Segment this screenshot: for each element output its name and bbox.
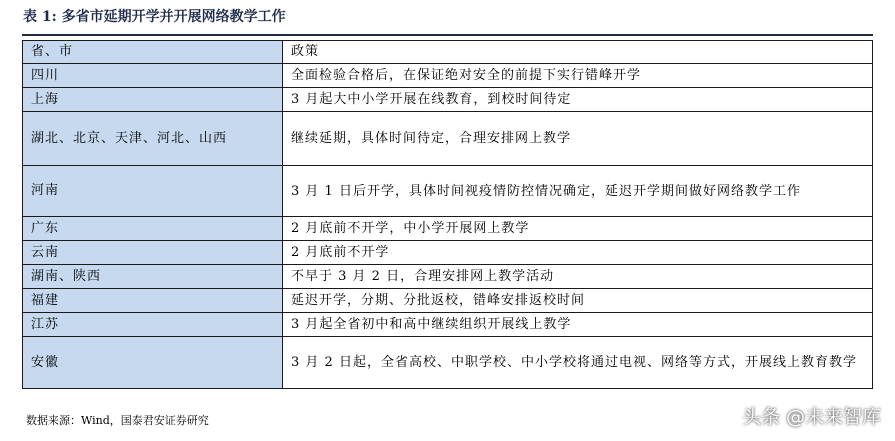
row-province: 湖北、北京、天津、河北、山西 xyxy=(23,112,283,166)
header-policy: 政策 xyxy=(283,41,873,64)
row-province: 福建 xyxy=(23,289,283,313)
row-policy: 全面检验合格后，在保证绝对安全的前提下实行错峰开学 xyxy=(283,64,873,88)
row-policy: 2 月底前不开学，中小学开展网上教学 xyxy=(283,217,873,241)
row-policy: 3 月起全省初中和高中继续组织开展线上教学 xyxy=(283,313,873,337)
table-title: 表 1: 多省市延期开学并开展网络教学工作 xyxy=(23,9,286,25)
policy-table xyxy=(22,40,873,389)
row-policy: 2 月底前不开学 xyxy=(283,241,873,265)
table-header-row xyxy=(23,41,873,64)
table-row xyxy=(23,112,873,166)
row-province: 安徽 xyxy=(23,337,283,389)
row-province: 四川 xyxy=(23,64,283,88)
table-row xyxy=(23,313,873,337)
header-province: 省、市 xyxy=(23,41,283,64)
table-row xyxy=(23,64,873,88)
row-province: 湖南、陕西 xyxy=(23,265,283,289)
row-policy: 不早于 3 月 2 日，合理安排网上教学活动 xyxy=(283,265,873,289)
table-row xyxy=(23,337,873,389)
row-policy: 延迟开学，分期、分批返校，错峰安排返校时间 xyxy=(283,289,873,313)
watermark: 头条 @未来智库 xyxy=(741,406,881,428)
row-policy: 3 月 1 日后开学，具体时间视疫情防控情况确定，延迟开学期间做好网络教学工作 xyxy=(283,166,873,217)
title-rule xyxy=(22,34,873,36)
table-row xyxy=(23,166,873,217)
row-province: 云南 xyxy=(23,241,283,265)
table-row xyxy=(23,241,873,265)
table-row xyxy=(23,88,873,112)
source-note: 数据来源：Wind，国泰君安证券研究 xyxy=(26,414,209,427)
table-row xyxy=(23,265,873,289)
row-province: 河南 xyxy=(23,166,283,217)
row-province: 广东 xyxy=(23,217,283,241)
table-row xyxy=(23,289,873,313)
table-row xyxy=(23,217,873,241)
row-province: 江苏 xyxy=(23,313,283,337)
row-policy: 3 月 2 日起，全省高校、中职学校、中小学校将通过电视、网络等方式，开展线上教育教学 xyxy=(283,337,873,389)
row-province: 上海 xyxy=(23,88,283,112)
row-policy: 3 月起大中小学开展在线教育，到校时间待定 xyxy=(283,88,873,112)
row-policy: 继续延期，具体时间待定，合理安排网上教学 xyxy=(283,112,873,166)
